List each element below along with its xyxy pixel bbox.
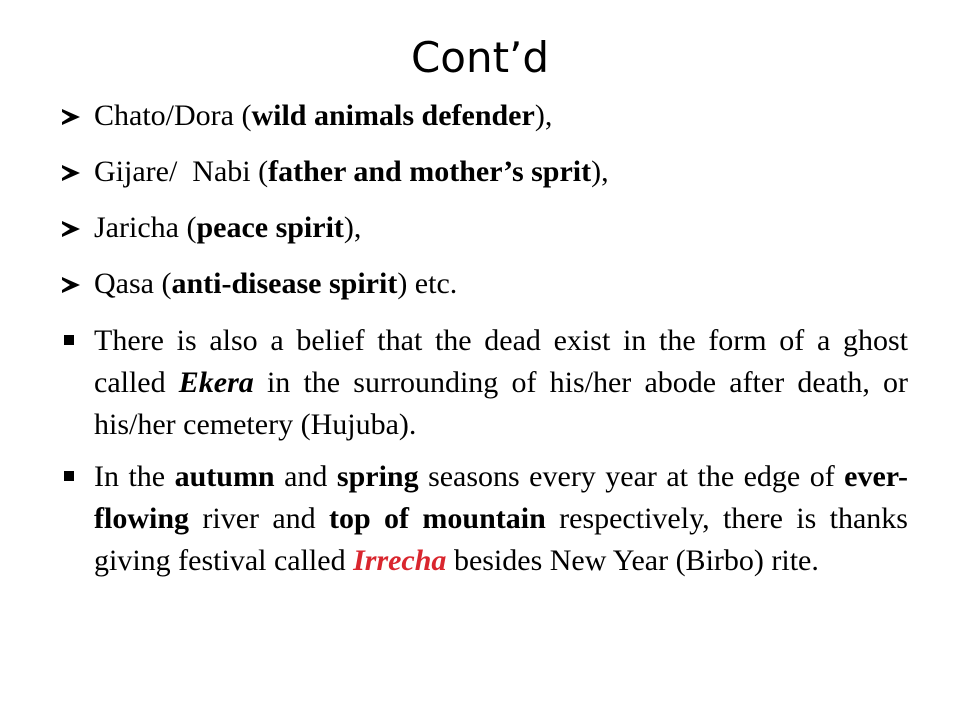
slide-title: Cont’d [410,33,550,82]
arrow-list-item [62,152,908,192]
list-item-text [94,320,908,446]
arrow-list-item [62,264,908,304]
arrow-bullet-icon [62,221,80,237]
item-bold-text: peace spirit [196,211,344,244]
arrow-bullet-icon [62,165,80,181]
square-list-item [62,456,908,582]
item-text: ), [534,99,553,132]
list-item-text [94,152,908,192]
item-text: In the [94,460,175,493]
item-text: respectively, there is thanks giving festival called [94,502,908,577]
item-text: Chato/Dora ( [94,99,252,132]
item-text: river and [189,502,330,535]
slide-content [62,96,908,592]
arrow-bullet-icon [62,109,80,125]
arrow-bullet-icon [62,277,80,293]
item-bold-text: spring [336,460,419,493]
item-bold-text: autumn [174,460,275,493]
item-text: besides New Year (Birbo) rite. [446,544,819,577]
item-text: There is also a belief that the dead exist in the form of a ghost called [94,324,908,399]
list-item-text [94,208,908,248]
arrow-list-item [62,208,908,248]
item-text: ) etc. [397,267,458,300]
list-item-text [94,264,908,304]
item-text: Gijare/ Nabi ( [94,155,269,188]
item-bold-italic-text: Ekera [178,366,254,399]
item-highlight-text: Irrecha [353,544,447,577]
arrow-list-item [62,96,908,136]
item-text: seasons every year at the edge of [418,460,845,493]
item-bold-text: top of mountain [329,502,546,535]
item-text: ), [591,155,609,188]
square-list-item [62,320,908,446]
item-bold-text: anti-disease spirit [171,267,398,300]
item-bold-text: wild animals defender [251,99,535,132]
item-bold-text: father and mother’s sprit [268,155,592,188]
list-item-text [94,96,908,136]
item-text: ), [343,211,362,244]
square-bullet-icon [64,335,74,345]
item-bold-text: ever-flowing [94,460,908,535]
item-text: in the surrounding of his/her abode after death, or his/her cemetery (Hujuba). [94,366,908,441]
item-text: and [274,460,337,493]
list-item-text [94,456,908,582]
square-bullet-icon [64,471,74,481]
item-text: Jaricha ( [94,211,197,244]
item-text: Qasa ( [94,267,172,300]
